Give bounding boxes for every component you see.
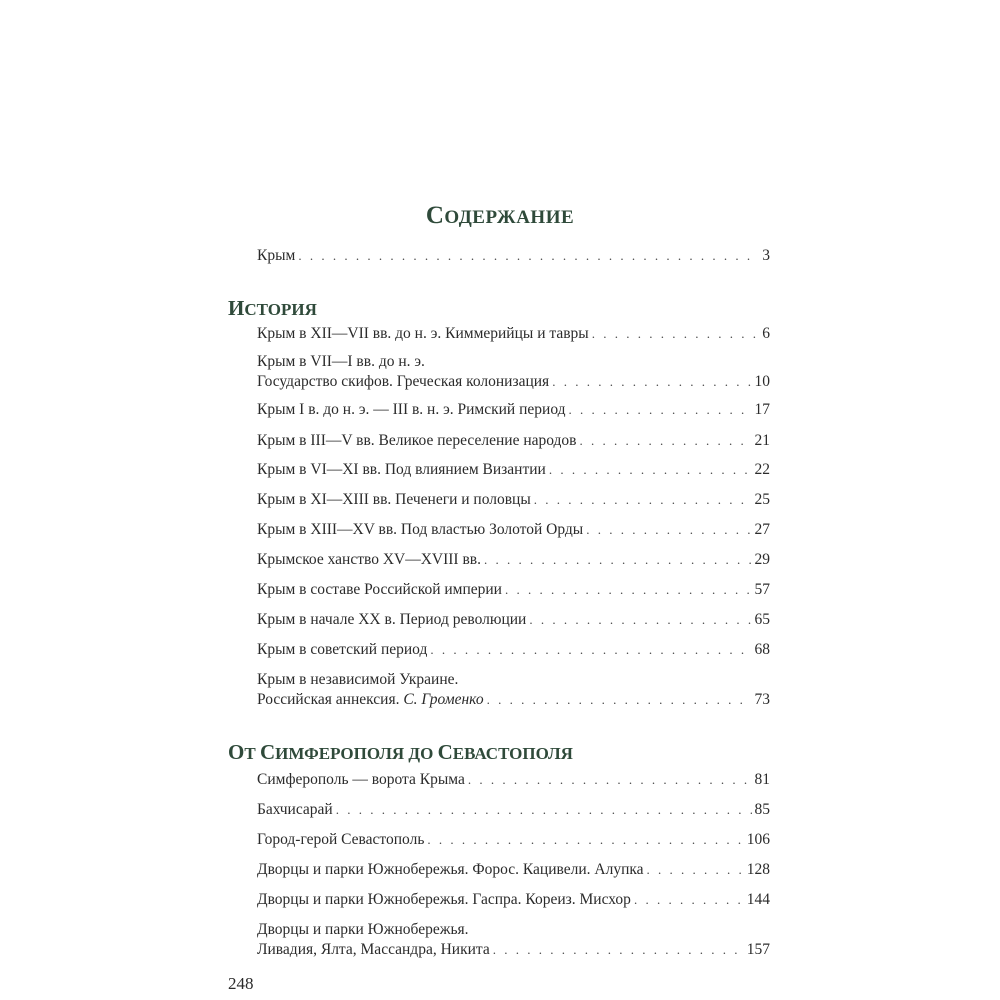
toc-page-number: 106 (746, 831, 770, 848)
leader-dots (336, 800, 752, 820)
toc-entry[interactable] (257, 400, 770, 420)
toc-entry-line1: Дворцы и парки Южнобережья. (257, 921, 469, 938)
toc-page-number: 25 (754, 491, 770, 508)
leader-dots (534, 490, 752, 510)
toc-entry-label: Симферополь — ворота Крыма (257, 771, 465, 788)
leader-dots (529, 610, 751, 630)
leader-dots (468, 770, 752, 790)
leader-dots (647, 860, 744, 880)
leader-dots (484, 550, 752, 570)
toc-entry[interactable] (257, 890, 770, 910)
toc-entry-label: Крым в VI—XI вв. Под влиянием Византии (257, 461, 546, 478)
toc-entry-line1: Крым в VII—I вв. до н. э. (257, 353, 425, 370)
toc-entry[interactable] (257, 520, 770, 540)
toc-entry-line1: Крым в независимой Украине. (257, 671, 459, 688)
toc-entry-label: Крым (257, 247, 296, 264)
leader-dots (592, 324, 760, 344)
toc-entry[interactable] (257, 800, 770, 820)
toc-entry-label: Бахчисарай (257, 801, 333, 818)
toc-entry-label: Город-герой Севастополь (257, 831, 425, 848)
leader-dots (586, 520, 751, 540)
leader-dots (634, 890, 744, 910)
toc-page-number: 29 (754, 551, 770, 568)
toc-entry[interactable] (257, 431, 770, 451)
toc-page-number: 3 (762, 247, 770, 264)
toc-entry-label: Крым I в. до н. э. — III в. н. э. Римский период (257, 401, 566, 418)
leader-dots (505, 580, 752, 600)
toc-entry[interactable] (257, 920, 770, 960)
page-title: СОДЕРЖАНИЕ (425, 202, 575, 229)
toc-entry-label: Ливадия, Ялта, Массандра, Никита (257, 941, 490, 958)
section-heading-route: ОТ СИМФЕРОПОЛЯ ДО СЕВАСТОПОЛЯ (228, 740, 573, 764)
toc-entry[interactable] (257, 324, 770, 344)
toc-page-number: 85 (754, 801, 770, 818)
toc-entry-label: Крымское ханство XV—XVIII вв. (257, 551, 481, 568)
toc-entry-label: Крым в III—V вв. Великое переселение народов (257, 432, 577, 449)
toc-entry-label: Крым в начале XX в. Период революции (257, 611, 527, 628)
toc-entry-label: Дворцы и парки Южнобережья. Гаспра. Кореиз. Мисхор (257, 891, 631, 908)
leader-dots (427, 830, 743, 850)
toc-page-number: 10 (754, 373, 770, 390)
leader-dots (487, 690, 752, 710)
toc-entry[interactable] (257, 460, 770, 480)
toc-page-number: 128 (746, 861, 770, 878)
leader-dots (493, 940, 744, 960)
toc-entry-label: Крым в XIII—XV вв. Под властью Золотой Орды (257, 521, 584, 538)
toc-entry[interactable] (257, 830, 770, 850)
author-name: С. Громенко (403, 691, 484, 708)
toc-entry[interactable] (257, 490, 770, 510)
section-heading-history: ИСТОРИЯ (228, 296, 317, 320)
toc-entry[interactable] (257, 770, 770, 790)
toc-entry-label: Государство скифов. Греческая колонизация (257, 373, 550, 390)
toc-entry-label: Крым в составе Российской империи (257, 581, 502, 598)
toc-entry-label: Дворцы и парки Южнобережья. Форос. Кацивели. Алупка (257, 861, 644, 878)
toc-entry-label: Крым в советский период (257, 641, 428, 658)
toc-entry[interactable] (257, 670, 770, 710)
toc-page-number: 65 (754, 611, 770, 628)
leader-dots (580, 431, 752, 451)
leader-dots (549, 460, 752, 480)
leader-dots (298, 246, 759, 266)
toc-page-number: 22 (754, 461, 770, 478)
page-number: 248 (228, 974, 254, 993)
toc-page-number: 81 (754, 771, 770, 788)
toc-entry[interactable] (257, 610, 770, 630)
toc-entry-label: Крым в XII—VII вв. до н. э. Киммерийцы и тавры (257, 325, 589, 342)
toc-page-number: 68 (754, 641, 770, 658)
toc-entry[interactable] (257, 580, 770, 600)
toc-page-number: 17 (754, 401, 770, 418)
toc-entry-label: Крым в XI—XIII вв. Печенеги и половцы (257, 491, 531, 508)
toc-page-number: 6 (762, 325, 770, 342)
toc-page-number: 57 (754, 581, 770, 598)
toc-entry[interactable] (257, 550, 770, 570)
toc-entry[interactable] (257, 640, 770, 660)
leader-dots (569, 400, 752, 420)
toc-page-number: 144 (746, 891, 770, 908)
toc-page-number: 21 (754, 432, 770, 449)
leader-dots (430, 640, 751, 660)
toc-page-number: 27 (754, 521, 770, 538)
leader-dots (552, 372, 751, 392)
toc-entry[interactable] (257, 860, 770, 880)
toc-page-number: 73 (754, 691, 770, 708)
toc-entry-crimea[interactable] (257, 246, 770, 266)
toc-page-number: 157 (746, 941, 770, 958)
toc-entry[interactable] (257, 352, 770, 392)
toc-entry-label: Российская аннексия. (257, 691, 400, 708)
